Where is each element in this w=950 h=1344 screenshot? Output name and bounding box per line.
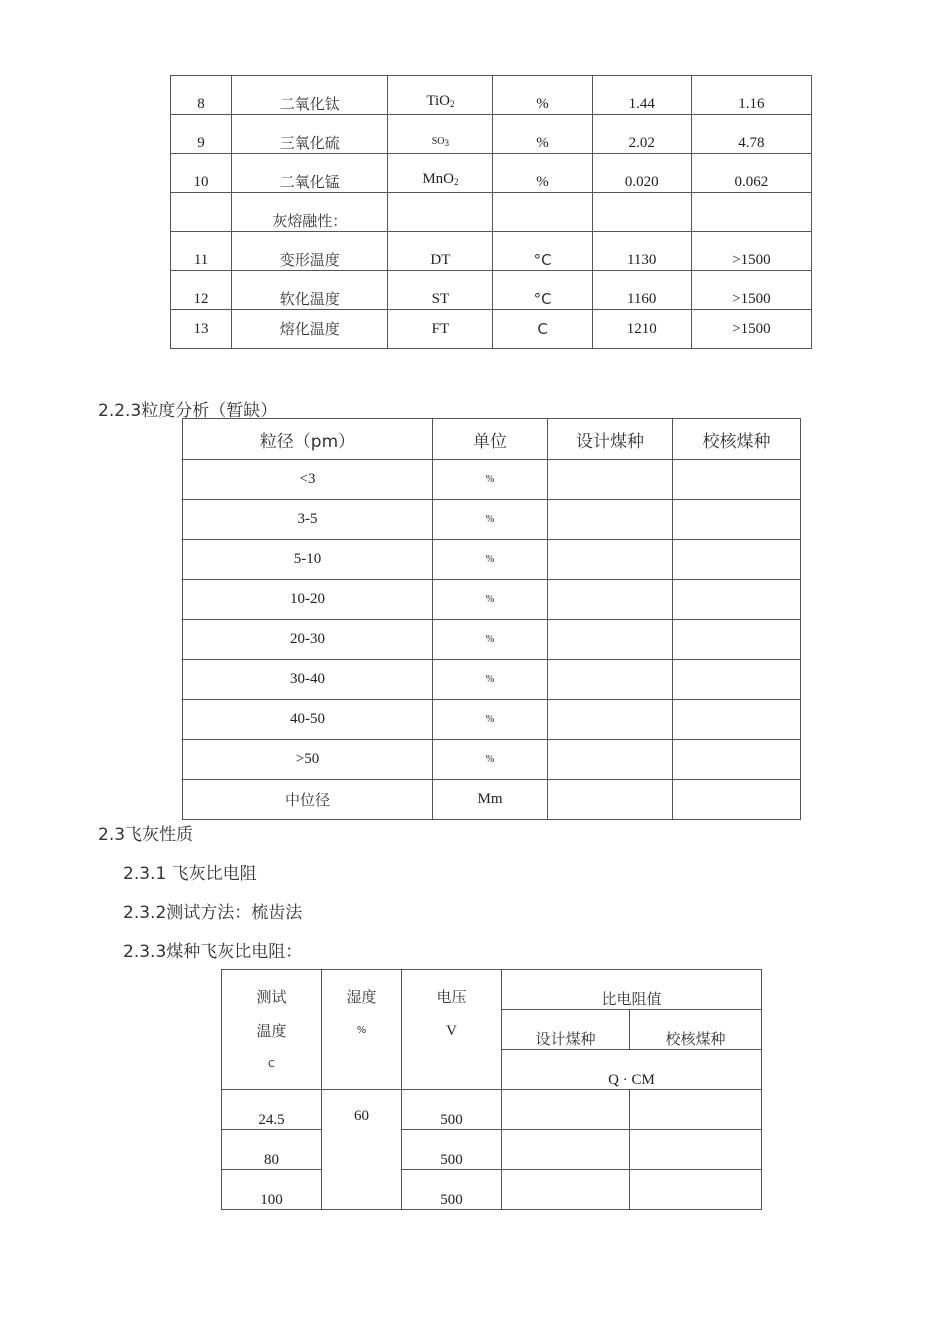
design-value [548, 460, 673, 500]
item-symbol: $SO_3$ [388, 115, 493, 154]
design-resistivity [502, 1090, 630, 1130]
size-unit: Mm [433, 780, 548, 820]
item-name: 软化温度 [232, 271, 388, 310]
table-row [171, 193, 812, 232]
design-value [548, 660, 673, 700]
table-row [183, 500, 801, 540]
voltage-value: 500 [402, 1170, 502, 1210]
test-temperature: 100 [222, 1170, 322, 1210]
check-value [673, 500, 801, 540]
check-value [673, 580, 801, 620]
item-unit: C [493, 310, 592, 349]
table-row [183, 660, 801, 700]
size-range: 30-40 [183, 660, 433, 700]
table-row [171, 154, 812, 193]
size-unit: % [433, 580, 548, 620]
row-no: 12 [171, 271, 232, 310]
check-value [691, 193, 811, 232]
test-temperature: 24.5 [222, 1090, 322, 1130]
table-row [171, 76, 812, 115]
item-unit: °C [493, 232, 592, 271]
header-voltage: 电压 V [402, 970, 502, 1090]
check-value [673, 780, 801, 820]
check-value: 1.16 [691, 76, 811, 115]
header-unit: 单位 [433, 419, 548, 460]
table-header-row [183, 419, 801, 460]
size-unit: % [433, 540, 548, 580]
table-header-row [222, 970, 762, 1010]
table-row [171, 271, 812, 310]
design-resistivity [502, 1170, 630, 1210]
check-value: >1500 [691, 232, 811, 271]
table-row [222, 1090, 762, 1130]
test-temperature: 80 [222, 1130, 322, 1170]
humidity-value: 60 [322, 1090, 402, 1210]
size-unit: % [433, 500, 548, 540]
item-symbol: MnO$_2$ [388, 154, 493, 193]
size-range: 40-50 [183, 700, 433, 740]
table-row [183, 620, 801, 660]
table-row [171, 115, 812, 154]
item-unit: % [493, 76, 592, 115]
table-row [171, 232, 812, 271]
item-symbol: DT [388, 232, 493, 271]
table-row [183, 780, 801, 820]
header-resistivity-unit: Q · CM [502, 1050, 762, 1090]
header-test-temperature: 测试 温度 C [222, 970, 322, 1090]
size-range: 3-5 [183, 500, 433, 540]
item-name: 三氧化硫 [232, 115, 388, 154]
design-value: 1.44 [592, 76, 691, 115]
check-value: >1500 [691, 271, 811, 310]
table-row [222, 1170, 762, 1210]
size-range: 10-20 [183, 580, 433, 620]
design-value [548, 500, 673, 540]
header-humidity: 湿度 % [322, 970, 402, 1090]
check-value [673, 700, 801, 740]
item-unit: % [493, 154, 592, 193]
design-value [548, 620, 673, 660]
size-range: <3 [183, 460, 433, 500]
table-row [183, 460, 801, 500]
header-design-coal: 设计煤种 [502, 1010, 630, 1050]
design-value: 2.02 [592, 115, 691, 154]
section-heading-2-3-1: 2.3.1 飞灰比电阻 [123, 864, 257, 884]
check-value: 4.78 [691, 115, 811, 154]
design-value [548, 740, 673, 780]
size-range: >50 [183, 740, 433, 780]
particle-size-table [182, 418, 801, 820]
design-value [548, 540, 673, 580]
design-value [548, 780, 673, 820]
voltage-value: 500 [402, 1130, 502, 1170]
section-heading-2-3-2: 2.3.2测试方法：梳齿法 [123, 903, 303, 923]
row-no: 8 [171, 76, 232, 115]
section-heading-2-3-3: 2.3.3煤种飞灰比电阻： [123, 942, 303, 962]
item-unit: °C [493, 271, 592, 310]
row-no: 13 [171, 310, 232, 349]
table-row [222, 1130, 762, 1170]
resistivity-table [221, 969, 762, 1210]
check-value [673, 540, 801, 580]
row-no [171, 193, 232, 232]
table-row [171, 310, 812, 349]
header-resistivity-value: 比电阻值 [502, 970, 762, 1010]
header-check-coal: 校核煤种 [630, 1010, 762, 1050]
item-symbol [388, 193, 493, 232]
check-resistivity [630, 1090, 762, 1130]
composition-table [170, 75, 812, 349]
item-name: 二氧化锰 [232, 154, 388, 193]
check-resistivity [630, 1170, 762, 1210]
item-symbol: TiO$_2$ [388, 76, 493, 115]
size-range: 5-10 [183, 540, 433, 580]
design-value [592, 193, 691, 232]
item-name: 变形温度 [232, 232, 388, 271]
header-design-coal: 设计煤种 [548, 419, 673, 460]
row-no: 11 [171, 232, 232, 271]
design-value: 0.020 [592, 154, 691, 193]
check-value: 0.062 [691, 154, 811, 193]
section-heading-2-3: 2.3飞灰性质 [98, 825, 194, 845]
item-unit [493, 193, 592, 232]
item-name: 灰熔融性： [232, 193, 388, 232]
row-no: 9 [171, 115, 232, 154]
table-row [183, 700, 801, 740]
design-resistivity [502, 1130, 630, 1170]
item-name: 熔化温度 [232, 310, 388, 349]
design-value [548, 580, 673, 620]
design-value: 1210 [592, 310, 691, 349]
size-unit: % [433, 660, 548, 700]
size-unit: % [433, 620, 548, 660]
size-unit: % [433, 460, 548, 500]
check-resistivity [630, 1130, 762, 1170]
design-value: 1130 [592, 232, 691, 271]
check-value [673, 740, 801, 780]
check-value [673, 620, 801, 660]
table-row [183, 740, 801, 780]
item-symbol: ST [388, 271, 493, 310]
table-row [183, 540, 801, 580]
size-unit: % [433, 740, 548, 780]
size-unit: % [433, 700, 548, 740]
header-check-coal: 校核煤种 [673, 419, 801, 460]
size-range: 中位径 [183, 780, 433, 820]
row-no: 10 [171, 154, 232, 193]
section-heading-2-2-3: 2.2.3粒度分析（暂缺） [98, 401, 278, 421]
voltage-value: 500 [402, 1090, 502, 1130]
header-particle-size: 粒径（pm） [183, 419, 433, 460]
design-value [548, 700, 673, 740]
item-symbol: FT [388, 310, 493, 349]
item-name: 二氧化钛 [232, 76, 388, 115]
check-value: >1500 [691, 310, 811, 349]
check-value [673, 660, 801, 700]
design-value: 1160 [592, 271, 691, 310]
size-range: 20-30 [183, 620, 433, 660]
item-unit: % [493, 115, 592, 154]
table-row [183, 580, 801, 620]
check-value [673, 460, 801, 500]
